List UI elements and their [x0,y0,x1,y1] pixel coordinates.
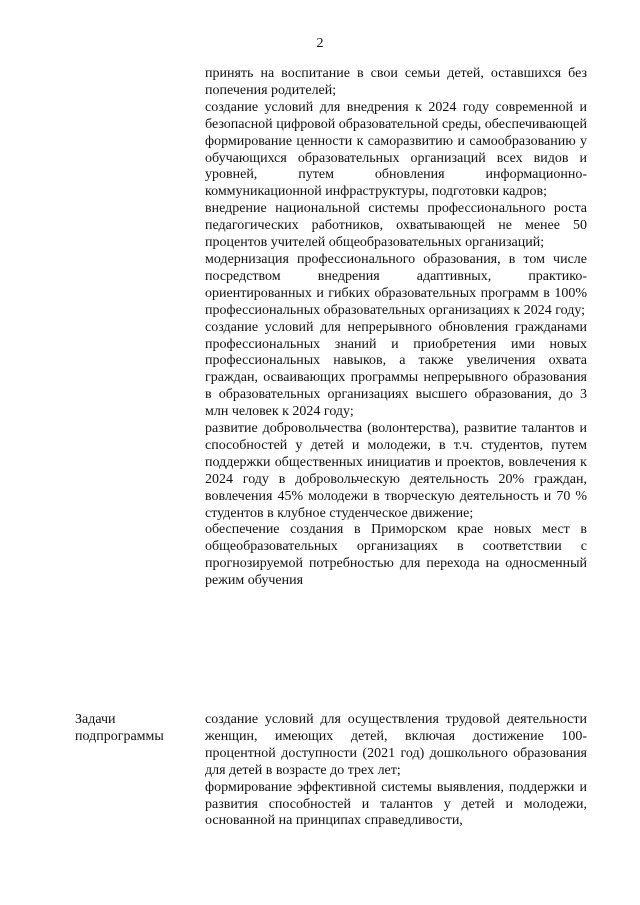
tasks-section-label [75,712,195,746]
page-number: 2 [316,36,324,51]
paragraph: модернизация профессионального образования, в том числе посредством внедрения адаптивных, практико-ориентированных и гибких образовательных программ в 100% профессиональных образовательных организациях к 2024 году; [205,251,587,318]
paragraph: внедрение национальной системы профессионального роста педагогических работников, охватывающей не менее 50 процентов учителей общеобразовательных организаций; [205,201,587,251]
label-line: Задачи [75,712,116,727]
paragraph: создание условий для внедрения к 2024 году современной и безопасной цифровой образовательной среды, обеспечивающей формирование ценности к саморазвитию и самообразованию у обучающихся образовательных организаций всех видов и уровней, путем обновления информационно-коммуникационной инфраструктуры, подготовки кадров; [205,99,587,200]
paragraph: принять на воспитание в свои семьи детей, оставшихся без попечения родителей; [205,66,587,98]
paragraph: обеспечение создания в Приморском крае новых мест в общеобразовательных организациях в соответствии с прогнозируемой потребностью для перехода на односменный режим обучения [205,522,587,589]
label-line: подпрограммы [75,728,164,744]
goals-text-column [205,66,587,590]
paragraph: создание условий для непрерывного обновления гражданами профессиональных знаний и приобретения ими новых профессиональных навыков, а также увеличения охвата граждан, осваивающих программы непрерывного образования в образовательных организациях высшего образования, до 3 млн человек к 2024 году; [205,319,587,420]
paragraph: создание условий для осуществления трудовой деятельности женщин, имеющих детей, включая достижение 100-процентной доступности (2021 год) дошкольного образования для детей в возрасте до трех лет; [205,712,587,778]
paragraph: формирование эффективной системы выявления, поддержки и развития способностей и талантов у детей и молодежи, основанной на принципах справедливости, [205,779,587,829]
tasks-text-column [205,712,587,830]
paragraph: развитие добровольчества (волонтерства), развитие талантов и способностей у детей и молодежи, в т.ч. студентов, путем поддержки общественных инициатив и проектов, вовлечения к 2024 году в добровольческую деятельность 20% граждан, вовлечения 45% молодежи в творческую деятельность и 70 % студентов в клубное студенческое движение; [205,421,587,521]
